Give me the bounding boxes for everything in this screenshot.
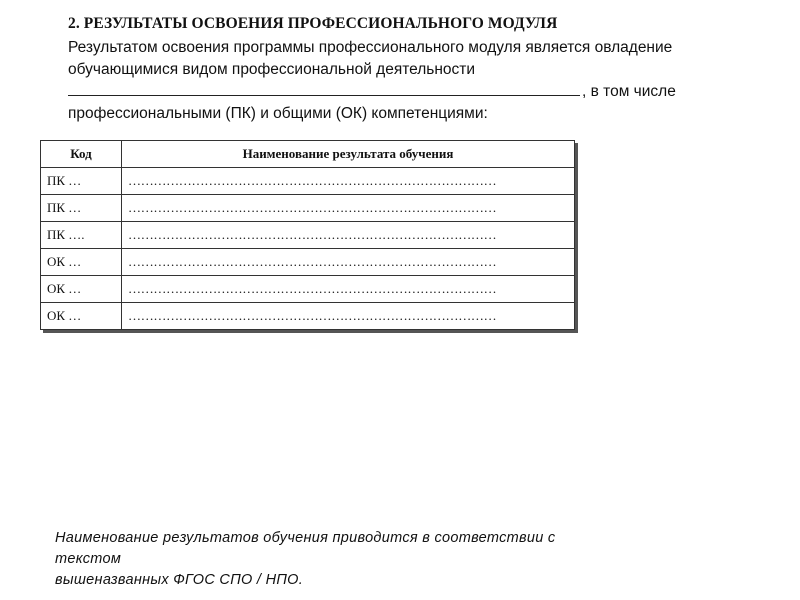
competencies-table [40,140,575,330]
table-row [41,195,575,222]
row-code: ОК … [41,276,122,303]
row-code: ПК …. [41,222,122,249]
row-code: ОК … [41,303,122,330]
table-header-row [41,141,575,168]
intro-line-3 [68,81,768,103]
row-result: …………………………………………………………………………… [122,222,575,249]
intro-line-1: Результатом освоения программы профессионального модуля является овладение [68,39,673,56]
row-result: …………………………………………………………………………… [122,195,575,222]
row-result: …………………………………………………………………………… [122,249,575,276]
footnote-line-1: Наименование результатов обучения приводится в соответствии с [55,530,556,546]
intro-line-3-suffix: , в том числе [582,83,676,100]
table-row [41,222,575,249]
footnote [55,528,675,591]
header-result: Наименование результата обучения [122,141,575,168]
row-result: …………………………………………………………………………… [122,276,575,303]
section-heading: 2. РЕЗУЛЬТАТЫ ОСВОЕНИЯ ПРОФЕССИОНАЛЬНОГО МОДУЛЯ [68,15,558,32]
row-code: ОК … [41,249,122,276]
row-code: ПК … [41,168,122,195]
intro-paragraph [68,37,768,125]
table-row [41,168,575,195]
intro-line-4: профессиональными (ПК) и общими (ОК) компетенциями: [68,105,488,122]
intro-line-2: обучающимися видом профессиональной деятельности [68,61,476,78]
header-code: Код [41,141,122,168]
activity-blank-line [68,81,580,96]
row-result: …………………………………………………………………………… [122,168,575,195]
table-row [41,249,575,276]
table-row [41,303,575,330]
footnote-line-2: текстом [55,551,122,567]
row-result: …………………………………………………………………………… [122,303,575,330]
table-row [41,276,575,303]
footnote-line-3: вышеназванных ФГОС СПО / НПО. [55,572,304,588]
row-code: ПК … [41,195,122,222]
